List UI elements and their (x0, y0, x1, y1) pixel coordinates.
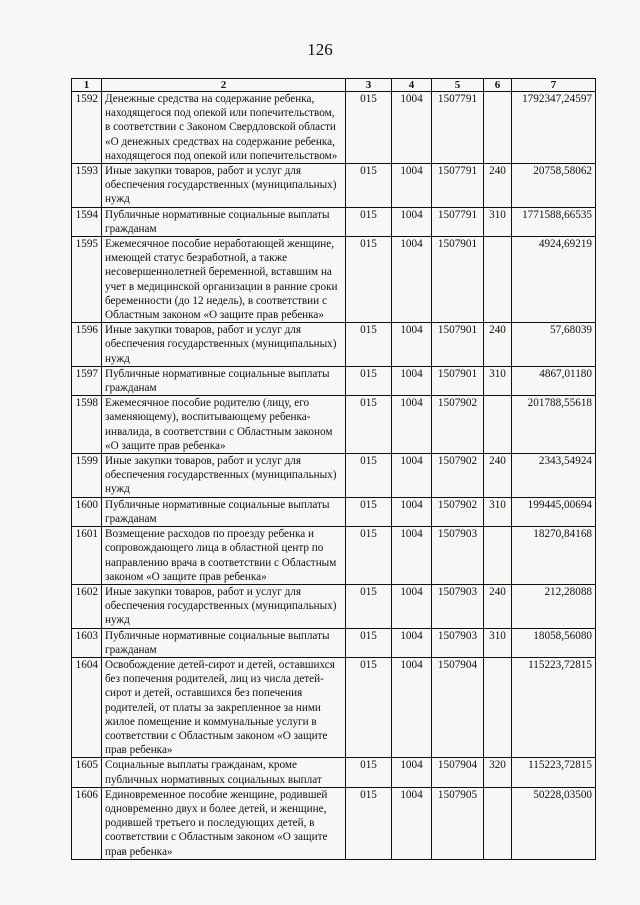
header-col-6: 6 (484, 79, 512, 92)
row-code-4: 1004 (392, 92, 432, 164)
row-number: 1605 (72, 758, 102, 787)
row-code-3: 015 (346, 92, 392, 164)
table-row (72, 787, 596, 859)
row-amount: 1771588,66535 (512, 207, 596, 236)
row-code-4: 1004 (392, 454, 432, 498)
row-code-5: 1507902 (432, 497, 484, 526)
row-code-6: 310 (484, 207, 512, 236)
row-code-5: 1507901 (432, 366, 484, 395)
row-amount: 115223,72815 (512, 657, 596, 757)
row-amount: 50228,03500 (512, 787, 596, 859)
row-code-6 (484, 527, 512, 585)
row-amount: 4867,01180 (512, 366, 596, 395)
table-row (72, 164, 596, 208)
row-amount: 4924,69219 (512, 237, 596, 323)
row-description: Иные закупки товаров, работ и услуг для обеспечения государственных (муниципальных) нужд (102, 454, 346, 498)
row-code-4: 1004 (392, 787, 432, 859)
row-number: 1600 (72, 497, 102, 526)
row-description: Иные закупки товаров, работ и услуг для обеспечения государственных (муниципальных) нужд (102, 164, 346, 208)
header-col-1: 1 (72, 79, 102, 92)
row-code-6: 310 (484, 628, 512, 657)
row-code-4: 1004 (392, 396, 432, 454)
row-code-6 (484, 237, 512, 323)
row-code-3: 015 (346, 396, 392, 454)
row-number: 1604 (72, 657, 102, 757)
table-row (72, 92, 596, 164)
row-amount: 212,28088 (512, 584, 596, 628)
table-row (72, 366, 596, 395)
row-amount: 115223,72815 (512, 758, 596, 787)
row-code-4: 1004 (392, 323, 432, 367)
row-description: Ежемесячное пособие родителю (лицу, его заменяющему), воспитывающему ребенка-инвалида, в соответствии с Областным законом «О защите прав ребенка» (102, 396, 346, 454)
row-code-5: 1507901 (432, 237, 484, 323)
row-number: 1603 (72, 628, 102, 657)
row-code-4: 1004 (392, 164, 432, 208)
header-col-7: 7 (512, 79, 596, 92)
row-code-6 (484, 657, 512, 757)
row-code-5: 1507903 (432, 584, 484, 628)
row-number: 1599 (72, 454, 102, 498)
row-number: 1596 (72, 323, 102, 367)
row-code-4: 1004 (392, 584, 432, 628)
row-code-3: 015 (346, 657, 392, 757)
table-header-row (72, 79, 596, 92)
row-code-5: 1507903 (432, 527, 484, 585)
row-code-4: 1004 (392, 527, 432, 585)
row-code-3: 015 (346, 323, 392, 367)
row-number: 1593 (72, 164, 102, 208)
row-code-6: 240 (484, 454, 512, 498)
row-amount: 201788,55618 (512, 396, 596, 454)
row-code-5: 1507791 (432, 207, 484, 236)
row-description: Публичные нормативные социальные выплаты гражданам (102, 366, 346, 395)
row-code-5: 1507791 (432, 164, 484, 208)
row-code-5: 1507791 (432, 92, 484, 164)
row-code-5: 1507901 (432, 323, 484, 367)
budget-table (71, 78, 596, 860)
row-code-6 (484, 92, 512, 164)
row-code-4: 1004 (392, 366, 432, 395)
row-description: Публичные нормативные социальные выплаты гражданам (102, 628, 346, 657)
table-row (72, 207, 596, 236)
row-amount: 18058,56080 (512, 628, 596, 657)
row-code-5: 1507902 (432, 396, 484, 454)
row-amount: 2343,54924 (512, 454, 596, 498)
row-amount: 1792347,24597 (512, 92, 596, 164)
header-col-2: 2 (102, 79, 346, 92)
row-code-4: 1004 (392, 207, 432, 236)
table-row (72, 584, 596, 628)
row-code-4: 1004 (392, 758, 432, 787)
row-code-6: 320 (484, 758, 512, 787)
row-code-4: 1004 (392, 497, 432, 526)
row-code-3: 015 (346, 237, 392, 323)
row-description: Публичные нормативные социальные выплаты гражданам (102, 207, 346, 236)
row-description: Денежные средства на содержание ребенка, находящегося под опекой или попечительством, в соответствии с Законом Свердловской области «О денежных средствах на содержание ребенка, находящегося под опекой или попечительством» (102, 92, 346, 164)
row-code-4: 1004 (392, 657, 432, 757)
row-code-3: 015 (346, 164, 392, 208)
table-row (72, 758, 596, 787)
row-code-6: 240 (484, 584, 512, 628)
row-code-5: 1507905 (432, 787, 484, 859)
row-amount: 199445,00694 (512, 497, 596, 526)
row-number: 1594 (72, 207, 102, 236)
row-description: Возмещение расходов по проезду ребенка и сопровождающего лица в областной центр по направлению врача в соответствии с Областным законом «О защите прав ребенка» (102, 527, 346, 585)
row-number: 1601 (72, 527, 102, 585)
table-row (72, 657, 596, 757)
row-code-6: 240 (484, 164, 512, 208)
row-code-3: 015 (346, 628, 392, 657)
row-number: 1597 (72, 366, 102, 395)
row-code-6 (484, 787, 512, 859)
table-row (72, 454, 596, 498)
row-code-6: 310 (484, 366, 512, 395)
row-code-6: 310 (484, 497, 512, 526)
row-code-3: 015 (346, 454, 392, 498)
row-code-3: 015 (346, 584, 392, 628)
header-col-4: 4 (392, 79, 432, 92)
row-number: 1595 (72, 237, 102, 323)
row-code-5: 1507904 (432, 657, 484, 757)
table-row (72, 323, 596, 367)
row-amount: 18270,84168 (512, 527, 596, 585)
row-code-5: 1507902 (432, 454, 484, 498)
row-code-4: 1004 (392, 628, 432, 657)
table-row (72, 628, 596, 657)
row-number: 1602 (72, 584, 102, 628)
table-body (72, 92, 596, 860)
row-code-3: 015 (346, 758, 392, 787)
row-description: Ежемесячное пособие неработающей женщине, имеющей статус безработной, а также несовершеннолетней беременной, вставшим на учет в медицинской организации в ранние сроки беременности (до 12 недель), в соответствии с Областным законом «О защите прав ребенка» (102, 237, 346, 323)
row-code-3: 015 (346, 497, 392, 526)
row-description: Освобождение детей-сирот и детей, оставшихся без попечения родителей, лиц из числа детей-сирот и детей, оставшихся без попечения родителей, от платы за закрепленное за ними жилое помещение и коммунальные услуги в соответствии с Областным законом «О защите прав ребенка» (102, 657, 346, 757)
row-number: 1598 (72, 396, 102, 454)
row-description: Социальные выплаты гражданам, кроме публичных нормативных социальных выплат (102, 758, 346, 787)
row-code-5: 1507903 (432, 628, 484, 657)
row-code-3: 015 (346, 366, 392, 395)
table-row (72, 527, 596, 585)
row-description: Иные закупки товаров, работ и услуг для обеспечения государственных (муниципальных) нужд (102, 584, 346, 628)
row-code-3: 015 (346, 207, 392, 236)
row-description: Единовременное пособие женщине, родившей одновременно двух и более детей, и женщине, родившей третьего и последующих детей, в соответствии с Областным законом «О защите прав ребенка» (102, 787, 346, 859)
page-number: 126 (307, 40, 333, 59)
row-number: 1592 (72, 92, 102, 164)
row-code-5: 1507904 (432, 758, 484, 787)
row-amount: 57,68039 (512, 323, 596, 367)
header-col-5: 5 (432, 79, 484, 92)
table-row (72, 237, 596, 323)
header-col-3: 3 (346, 79, 392, 92)
row-code-3: 015 (346, 787, 392, 859)
row-code-4: 1004 (392, 237, 432, 323)
row-number: 1606 (72, 787, 102, 859)
row-code-3: 015 (346, 527, 392, 585)
row-code-6 (484, 396, 512, 454)
row-code-6: 240 (484, 323, 512, 367)
table-row (72, 396, 596, 454)
row-amount: 20758,58062 (512, 164, 596, 208)
row-description: Публичные нормативные социальные выплаты гражданам (102, 497, 346, 526)
row-description: Иные закупки товаров, работ и услуг для обеспечения государственных (муниципальных) нужд (102, 323, 346, 367)
table-row (72, 497, 596, 526)
